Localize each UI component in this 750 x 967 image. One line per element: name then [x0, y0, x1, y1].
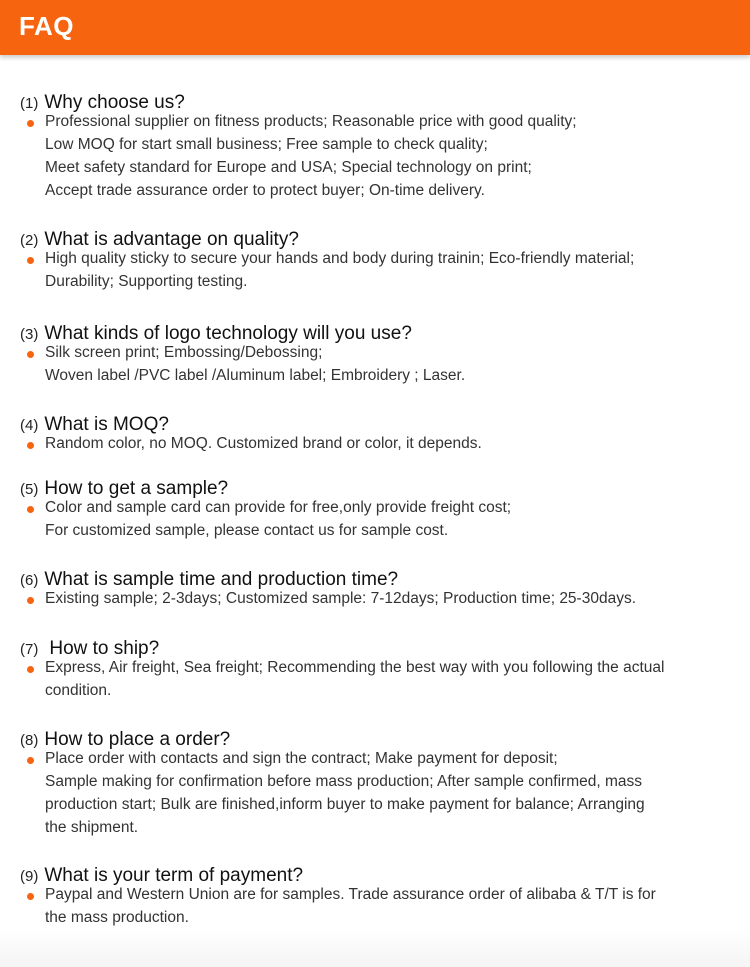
question-text: How to get a sample?: [44, 478, 229, 499]
bullet-dot-icon: [27, 757, 34, 764]
faq-answer: [45, 656, 735, 702]
question-number: (3): [20, 326, 39, 343]
bullet-dot-icon: [27, 893, 34, 900]
answer-line: Place order with contacts and sign the contract; Make payment for deposit;: [45, 750, 558, 767]
answer-line: Accept trade assurance order to protect buyer; On-time delivery.: [45, 182, 485, 199]
question-number: (6): [20, 572, 39, 589]
question-number: (9): [20, 868, 39, 885]
bullet-dot-icon: [27, 506, 34, 513]
faq-answer: [45, 496, 735, 542]
faq-answer: [45, 341, 735, 387]
answer-line: Low MOQ for start small business; Free sample to check quality;: [45, 136, 488, 153]
answer-line: Paypal and Western Union are for samples. Trade assurance order of alibaba & T/T is for: [45, 886, 656, 903]
question-text: How to place a order?: [44, 729, 231, 750]
answer-line: production start; Bulk are finished,inform buyer to make payment for balance; Arranging: [45, 796, 645, 813]
answer-line: For customized sample, please contact us for sample cost.: [45, 522, 449, 539]
question-text: What is advantage on quality?: [44, 229, 299, 250]
bullet-dot-icon: [27, 597, 34, 604]
question-text: Why choose us?: [44, 92, 185, 113]
faq-answer: [45, 883, 735, 929]
answer-line: Professional supplier on fitness products; Reasonable price with good quality;: [45, 113, 577, 130]
answer-line: Existing sample; 2-3days; Customized sample: 7-12days; Production time; 25-30days.: [45, 590, 637, 607]
answer-line: Color and sample card can provide for free,only provide freight cost;: [45, 499, 512, 516]
bullet-dot-icon: [27, 351, 34, 358]
faq-answer: [45, 587, 735, 610]
question-number: (5): [20, 481, 39, 498]
question-number: (8): [20, 732, 39, 749]
faq-answer: [45, 432, 735, 455]
question-number: (4): [20, 417, 39, 434]
question-text: What is your term of payment?: [44, 865, 304, 886]
page-title: FAQ: [19, 11, 74, 41]
answer-line: High quality sticky to secure your hands and body during trainin; Eco-friendly material;: [45, 250, 635, 267]
question-number: (2): [20, 232, 39, 249]
question-text: What kinds of logo technology will you use?: [44, 323, 412, 344]
question-text: How to ship?: [49, 638, 160, 659]
answer-line: Express, Air freight, Sea freight; Recommending the best way with you following the actual: [45, 659, 665, 676]
faq-answer: [45, 247, 735, 293]
answer-line: the mass production.: [45, 909, 189, 926]
bullet-dot-icon: [27, 120, 34, 127]
question-text: What is sample time and production time?: [44, 569, 399, 590]
answer-line: Meet safety standard for Europe and USA; Special technology on print;: [45, 159, 532, 176]
question-text: What is MOQ?: [44, 414, 169, 435]
bullet-dot-icon: [27, 442, 34, 449]
bullet-dot-icon: [27, 257, 34, 264]
answer-line: Woven label /PVC label /Aluminum label; Embroidery ; Laser.: [45, 367, 466, 384]
answer-line: Silk screen print; Embossing/Debossing;: [45, 344, 323, 361]
bottom-fade: [0, 927, 750, 967]
answer-line: the shipment.: [45, 819, 139, 836]
question-number: (1): [20, 95, 39, 112]
faq-answer: [45, 110, 735, 202]
answer-line: condition.: [45, 682, 112, 699]
bullet-dot-icon: [27, 666, 34, 673]
answer-line: Durability; Supporting testing.: [45, 273, 248, 290]
answer-line: Random color, no MOQ. Customized brand or color, it depends.: [45, 435, 482, 452]
faq-answer: [45, 747, 735, 839]
question-number: (7): [20, 641, 39, 658]
answer-line: Sample making for confirmation before mass production; After sample confirmed, mass: [45, 773, 643, 790]
